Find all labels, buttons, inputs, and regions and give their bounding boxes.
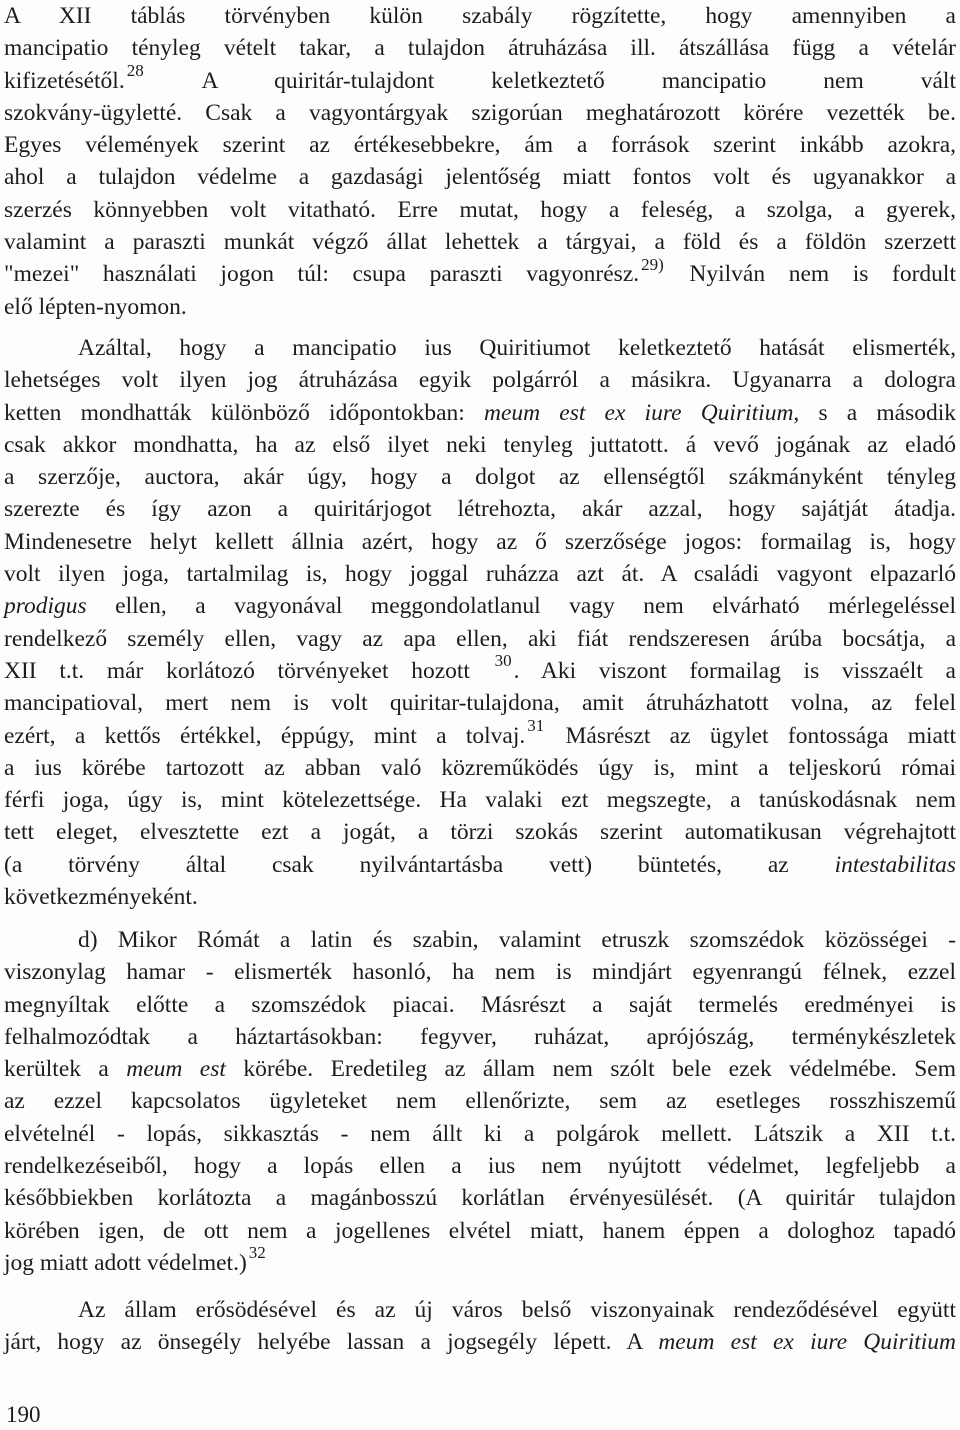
text-segment: Az állam erősödésével és az új város belső viszonyainak rendeződésével együtt	[78, 1297, 956, 1323]
text-line	[4, 924, 956, 956]
text-segment: ezért, a kettős értékkel, éppúgy, mint a tolvaj.	[4, 722, 526, 749]
text-line	[4, 254, 956, 290]
text-segment: ahol a tulajdon védelme a gazdasági jelentőség miatt fontos volt és ugyanakkor a	[4, 164, 956, 191]
paragraph	[4, 924, 956, 1279]
text-segment: , s a második	[793, 399, 956, 426]
text-segment: ketten mondhatták különböző időpontokban:	[4, 399, 484, 426]
footnote-marker: 32	[248, 1243, 266, 1263]
text-segment: későbbiekben korlátozta a magánbosszú korlátlan érvényesülését. (A quiritár tulajdon	[4, 1185, 956, 1212]
text-line	[4, 291, 956, 323]
text-segment: mancipatio tényleg vételt takar, a tulajdon átruházása ill. átszállása függ a vételár	[4, 35, 956, 62]
text-line	[4, 60, 956, 97]
text-segment: d) Mikor Rómát a latin és szabin, valamint etruszk szomszédok közösségei -	[78, 927, 956, 953]
text-segment: következményeként.	[4, 884, 198, 911]
text-line	[4, 194, 956, 226]
italic-text: meum est ex iure Quiritium	[658, 1329, 956, 1356]
paragraph	[4, 0, 956, 323]
text-segment: Azáltal, hogy a mancipatio ius Quiritiumot keletkeztető hatását elismerték,	[78, 335, 956, 361]
text-segment: A quiritár-tulajdont keletkeztető mancipatio nem vált	[145, 67, 956, 94]
text-line	[4, 332, 956, 364]
italic-text: meum est	[126, 1056, 226, 1083]
text-segment: XII t.t. már korlátozó törvényeket hozott	[4, 657, 493, 684]
text-segment: szerzés könnyebben volt vitatható. Erre mutat, hogy a feleség, a szolga, a gyerek,	[4, 196, 956, 223]
italic-text: prodigus	[4, 593, 87, 620]
text-segment: Másrészt az ügylet fontossága miatt	[546, 722, 957, 749]
text-segment: lehetséges volt ilyen jog átruházása egyik polgárról a másikra. Ugyanarra a dologra	[4, 367, 956, 394]
text-segment: férfi joga, úgy is, mint kötelezettsége. Ha valaki ezt megszegte, a tanúskodásnak nem	[4, 787, 956, 814]
text-line	[4, 161, 956, 193]
text-segment: felhalmozódtak a háztartásokban: fegyver, ruházat, aprójószág, terménykészletek	[4, 1023, 956, 1050]
text-line	[4, 429, 956, 461]
text-segment: kerültek a	[4, 1056, 127, 1083]
text-line	[4, 687, 956, 719]
text-line	[4, 0, 956, 32]
footnote-marker: 30	[494, 651, 512, 671]
italic-text: intestabilitas	[834, 851, 956, 878]
text-segment: a ius körébe tartozott az abban való közreműködés úgy is, mint a teljeskorú római	[4, 754, 956, 781]
text-line	[4, 1085, 956, 1117]
text-line	[4, 881, 956, 913]
text-segment: rendelkezéseiből, hogy a lopás ellen a ius nem nyújtott védelmet, legfeljebb a	[4, 1153, 956, 1180]
text-line	[4, 226, 956, 258]
italic-text: meum est ex iure Quiritium	[484, 399, 794, 426]
text-line	[4, 1053, 956, 1085]
text-line	[4, 989, 956, 1021]
text-segment: szerezte és így azon a quiritárjogot létrehozta, akár azzal, hogy sajátját átadja.	[4, 496, 956, 523]
text-line	[4, 715, 957, 752]
text-line	[4, 493, 956, 525]
text-line	[4, 397, 956, 429]
text-segment: tett eleget, elvesztette ezt a jogát, a törzi szokás szerint automatikusan végrehajtott	[4, 819, 956, 846]
text-line	[4, 97, 956, 129]
text-segment: valamint a paraszti munkát végző állat lehettek a tárgyai, a föld és a földön szerzett	[4, 229, 956, 256]
text-line	[4, 364, 956, 396]
text-line	[4, 590, 956, 622]
paragraph	[4, 1294, 956, 1359]
text-segment: szokvány-ügyletté. Csak a vagyontárgyak szigorúan meghatározott körére vezették be.	[4, 99, 956, 126]
text-segment: körébe. Eredetileg az állam nem szólt bele ezek védelmébe. Sem	[225, 1056, 956, 1083]
text-segment: elvételnél - lopás, sikkasztás - nem állt ki a polgárok mellett. Látszik a XII t.t.	[4, 1120, 956, 1147]
text-line	[4, 1243, 956, 1279]
text-segment: körében igen, de ott nem a jogellenes elvétel miatt, hanem éppen a dologhoz tapadó	[4, 1217, 956, 1244]
text-segment: "mezei" használati jogon túl: csupa paraszti vagyonrész.	[4, 261, 640, 288]
text-line	[4, 558, 956, 590]
text-segment: elő lépten-nyomon.	[4, 293, 187, 320]
text-segment: rendelkező személy ellen, vagy az apa ellen, aki fiát rendszeresen árúba bocsátja, a	[4, 625, 956, 652]
text-line	[4, 651, 956, 687]
text-line	[4, 1150, 956, 1182]
text-segment: (a törvény által csak nyilvántartásba vett) büntetés, az	[4, 851, 835, 878]
text-segment: ellen, a vagyonával meggondolatlanul vagy nem elvárható mérlegeléssel	[86, 593, 956, 620]
text-line	[4, 1118, 956, 1150]
text-line	[4, 784, 956, 816]
text-segment: jog miatt adott védelmet.)	[4, 1249, 247, 1276]
text-segment: A XII táblás törvényben külön szabály rögzítette, hogy amennyiben a	[4, 3, 956, 29]
footnote-marker: 31	[527, 715, 545, 735]
text-segment: kifizetésétől.	[4, 67, 125, 94]
text-line	[4, 623, 956, 655]
text-segment: . Aki viszont formailag is visszaélt a	[513, 657, 956, 684]
footnote-marker: 29)	[641, 254, 664, 274]
text-segment: Egyes vélemények szerint az értékesebbekre, ám a források szerint inkább azokra,	[4, 132, 956, 159]
text-line	[4, 816, 956, 848]
text-segment: csak akkor mondhatta, ha az első ilyet neki tenyleg juttatott. á vevő jogának az eladó	[4, 431, 956, 458]
text-line	[4, 956, 956, 988]
page-number: 190	[6, 1402, 41, 1427]
text-line	[4, 461, 956, 493]
paragraph	[4, 332, 956, 913]
text-segment: viszonylag hamar - elismerték hasonló, ha nem is mindjárt egyenrangú félnek, ezzel	[4, 959, 956, 986]
text-line	[4, 1215, 956, 1247]
text-line	[4, 526, 956, 558]
text-line	[4, 849, 956, 881]
text-segment: a szerzője, auctora, akár úgy, hogy a dolgot az ellenségtől szákmányként tényleg	[4, 464, 956, 491]
text-line	[4, 1021, 956, 1053]
text-segment: Mindenesetre helyt kellett állnia azért, hogy az ő szerzősége jogos: formailag is, hogy	[4, 528, 956, 555]
text-line	[4, 129, 956, 161]
text-segment: járt, hogy az önsegély helyébe lassan a jogsegély lépett. A	[4, 1329, 659, 1356]
text-segment: az ezzel kapcsolatos ügyleteket nem ellenőrizte, sem az esetleges rosszhiszemű	[4, 1088, 956, 1115]
text-segment: mancipatioval, mert nem is volt quiritar-tulajdona, amit átruházhatott volna, az felel	[4, 690, 956, 717]
text-line	[4, 32, 956, 64]
text-line	[4, 1182, 956, 1214]
footnote-marker: 28	[126, 60, 144, 80]
text-line	[4, 752, 956, 784]
text-line	[4, 1294, 956, 1326]
text-segment: Nyilván nem is fordult	[665, 261, 956, 288]
text-segment: megnyíltak előtte a szomszédok piacai. Másrészt a saját termelés eredményei is	[4, 991, 956, 1018]
text-segment: volt ilyen joga, tartalmilag is, hogy joggal ruházza azt át. A családi vagyont elpazarló	[4, 561, 956, 588]
text-line	[4, 1326, 956, 1358]
